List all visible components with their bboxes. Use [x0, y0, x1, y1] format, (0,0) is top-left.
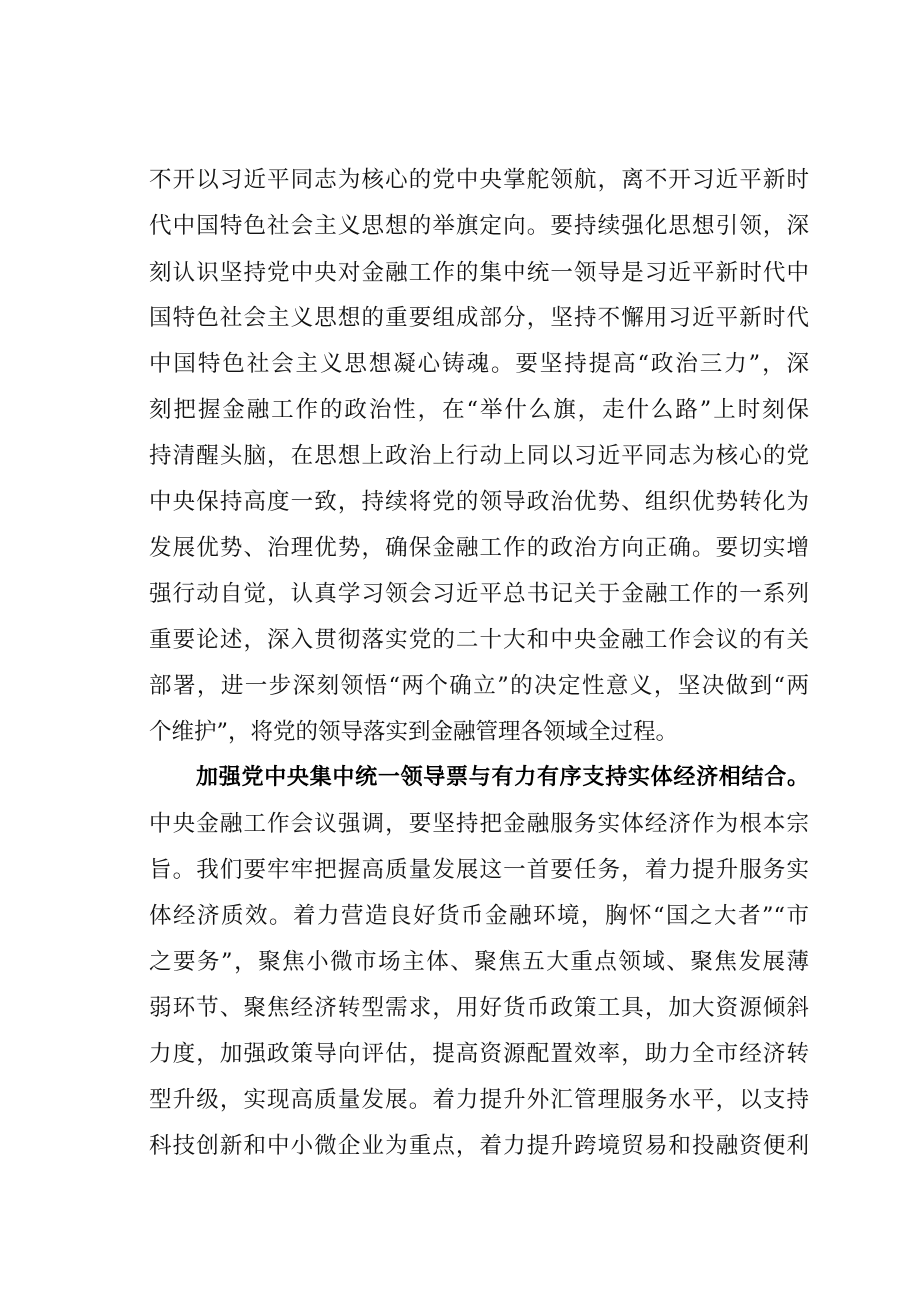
- text-line: 刻认识坚持党中央对金融工作的集中统一领导是习近平新时代中: [149, 260, 809, 286]
- text-line: 型升级，实现高质量发展。着力提升外汇管理服务水平，以支持: [149, 1087, 809, 1113]
- text-line: 部署，进一步深刻领悟“两个确立”的决定性意义，坚决做到“两: [149, 673, 809, 699]
- text-line: 发展优势、治理优势，确保金融工作的政治方向正确。要切实增: [149, 535, 809, 561]
- text-line: 强行动自觉，认真学习领会习近平总书记关于金融工作的一系列: [149, 581, 809, 607]
- text-line: 中央保持高度一致，持续将党的领导政治优势、组织优势转化为: [149, 489, 809, 515]
- text-line: 国特色社会主义思想的重要组成部分，坚持不懈用习近平新时代: [149, 305, 809, 331]
- text-line: 科技创新和中小微企业为重点，着力提升跨境贸易和投融资便利: [149, 1133, 809, 1159]
- paragraph-heading: 加强党中央集中统一领导票与有力有序支持实体经济相结合。: [196, 765, 809, 790]
- text-line: 不开以习近平同志为核心的党中央掌舵领航，离不开习近平新时: [149, 167, 809, 193]
- text-line: 重要论述，深入贯彻落实党的二十大和中央金融工作会议的有关: [149, 627, 809, 653]
- text-line: 持清醒头脑，在思想上政治上行动上同以习近平同志为核心的党: [149, 443, 809, 469]
- text-line: 力度，加强政策导向评估，提高资源配置效率，助力全市经济转: [149, 1041, 809, 1067]
- text-line: 刻把握金融工作的政治性，在“举什么旗，走什么路”上时刻保: [149, 397, 809, 423]
- text-line: 之要务”，聚焦小微市场主体、聚焦五大重点领域、聚焦发展薄: [149, 949, 809, 975]
- text-line: 中国特色社会主义思想凝心铸魂。要坚持提高“政治三力”，深: [149, 351, 809, 377]
- text-line: 弱环节、聚焦经济转型需求，用好货币政策工具，加大资源倾斜: [149, 995, 809, 1021]
- text-line: 体经济质效。着力营造良好货币金融环境，胸怀“国之大者”“市: [149, 903, 809, 929]
- text-line: 中央金融工作会议强调，要坚持把金融服务实体经济作为根本宗: [149, 811, 809, 837]
- text-line: 代中国特色社会主义思想的举旗定向。要持续强化思想引领，深: [149, 213, 809, 239]
- text-line: 旨。我们要牢牢把握高质量发展这一首要任务，着力提升服务实: [149, 857, 809, 883]
- text-line: 个维护”，将党的领导落实到金融管理各领域全过程。: [149, 719, 679, 745]
